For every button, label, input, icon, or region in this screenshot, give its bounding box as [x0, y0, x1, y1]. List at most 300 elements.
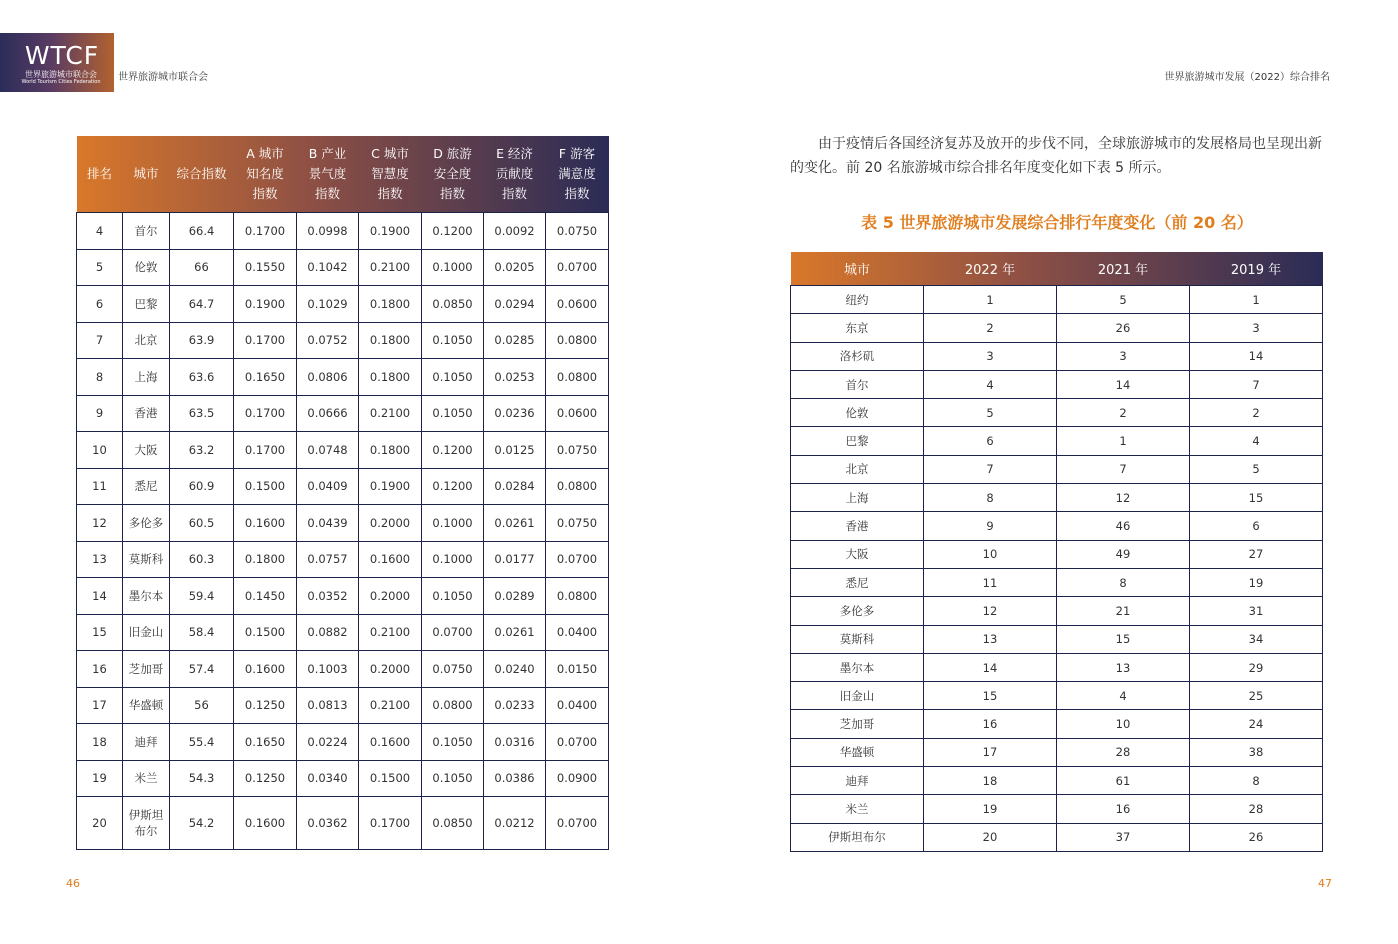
table-cell: 9: [77, 395, 123, 432]
table-cell: 0.0284: [484, 468, 546, 505]
table-cell: 8: [924, 484, 1057, 512]
table-cell: 首尔: [123, 213, 170, 250]
table-cell: 0.2000: [359, 578, 422, 615]
table-cell: 0.0212: [484, 797, 546, 850]
table-row: [791, 484, 1323, 512]
table-cell: 1: [1057, 427, 1190, 455]
table-cell: 0.1600: [359, 541, 422, 578]
table-row: [77, 286, 609, 323]
table-cell: 63.5: [170, 395, 234, 432]
table-row: [77, 322, 609, 359]
table-cell: 14: [1190, 342, 1323, 370]
logo-chinese-name: 世界旅游城市联合会: [25, 70, 97, 79]
table-row: [77, 578, 609, 615]
table-row: [77, 505, 609, 542]
table-cell: 0.1250: [234, 687, 297, 724]
table-cell: 0.0900: [546, 760, 609, 797]
table-row: [77, 724, 609, 761]
table-cell: 3: [924, 342, 1057, 370]
table-cell: 34: [1190, 625, 1323, 653]
running-header-right: 世界旅游城市发展（2022）综合排名: [1164, 72, 1330, 83]
table-cell: 5: [1057, 286, 1190, 314]
table-cell: 0.0386: [484, 760, 546, 797]
table-cell: 13: [924, 625, 1057, 653]
table-caption: 表 5 世界旅游城市发展综合排行年度变化（前 20 名）: [861, 213, 1253, 232]
table-cell: 0.0253: [484, 359, 546, 396]
table-cell: 0.0757: [297, 541, 359, 578]
table-cell: 11: [924, 568, 1057, 596]
table-row: [791, 653, 1323, 681]
table-row: [791, 286, 1323, 314]
table-cell: 巴黎: [123, 286, 170, 323]
table-cell: 0.0700: [546, 249, 609, 286]
table-cell: 0.0800: [546, 468, 609, 505]
table-cell: 0.0813: [297, 687, 359, 724]
table-row: [77, 614, 609, 651]
table-row: [791, 427, 1323, 455]
table-cell: 4: [1057, 682, 1190, 710]
table-cell: 华盛顿: [123, 687, 170, 724]
table-row: [791, 738, 1323, 766]
column-header: 2022 年: [964, 263, 1016, 278]
table-cell: 31: [1190, 597, 1323, 625]
table-cell: 0.0750: [422, 651, 484, 688]
table-cell: 0.2000: [359, 505, 422, 542]
table-cell: 0.2100: [359, 249, 422, 286]
table-cell: 0.0409: [297, 468, 359, 505]
column-header: [359, 136, 422, 213]
table-cell: 18: [77, 724, 123, 761]
table-row: [791, 795, 1323, 823]
table-row: [791, 767, 1323, 795]
header-line: C 城市: [371, 146, 409, 161]
table-row: [77, 651, 609, 688]
table-header-row: [77, 136, 609, 213]
header-line: 安全度: [433, 166, 472, 181]
header-line: 智慧度: [371, 166, 409, 181]
table-cell: 15: [77, 614, 123, 651]
table-cell: 0.0224: [297, 724, 359, 761]
table-cell: 4: [1190, 427, 1323, 455]
table-cell: 莫斯科: [791, 625, 924, 653]
table-cell: 悉尼: [791, 568, 924, 596]
table-cell: 15: [1057, 625, 1190, 653]
table-cell: 0.0340: [297, 760, 359, 797]
table-cell: 0.0233: [484, 687, 546, 724]
table-cell: 4: [77, 213, 123, 250]
table-cell: 0.0750: [546, 505, 609, 542]
table-row: [791, 568, 1323, 596]
table-cell: 60.5: [170, 505, 234, 542]
table-cell: 伦敦: [791, 399, 924, 427]
table-cell: 迪拜: [791, 767, 924, 795]
table-cell: 0.1600: [359, 724, 422, 761]
table-cell: 64.7: [170, 286, 234, 323]
table-cell: 0.1800: [359, 359, 422, 396]
table-cell: 0.0750: [546, 432, 609, 469]
table-cell: 21: [1057, 597, 1190, 625]
table-row: [77, 213, 609, 250]
table-cell: 0.0850: [422, 286, 484, 323]
table-row: [77, 760, 609, 797]
table-cell: 0.0700: [546, 724, 609, 761]
table-cell: 0.1000: [422, 249, 484, 286]
table-cell: 香港: [123, 395, 170, 432]
wtcf-logo: [0, 33, 114, 92]
table-cell: 63.6: [170, 359, 234, 396]
table-cell: 0.1042: [297, 249, 359, 286]
table-cell: 0.1550: [234, 249, 297, 286]
column-header: 城市: [843, 263, 870, 278]
column-header: [170, 136, 234, 213]
table-row: [791, 314, 1323, 342]
table-cell: 0.0236: [484, 395, 546, 432]
table-cell: 0.0439: [297, 505, 359, 542]
table-row: [791, 512, 1323, 540]
table-row: [77, 468, 609, 505]
table-cell: 米兰: [123, 760, 170, 797]
table-cell: 0.1700: [359, 797, 422, 850]
header-line: 指数: [501, 186, 527, 201]
table-cell: 20: [77, 797, 123, 850]
table-cell: 19: [77, 760, 123, 797]
table-cell: 北京: [123, 322, 170, 359]
table-cell: 0.0700: [422, 614, 484, 651]
table-cell: 14: [1057, 370, 1190, 398]
table-cell: 12: [1057, 484, 1190, 512]
table-cell: 0.1900: [359, 468, 422, 505]
table-cell: 东京: [791, 314, 924, 342]
table-cell: 1: [1190, 286, 1323, 314]
table-cell: 0.1003: [297, 651, 359, 688]
table-cell: 54.3: [170, 760, 234, 797]
header-line: 指数: [377, 186, 403, 201]
table-cell: 61: [1057, 767, 1190, 795]
table-cell: 0.1050: [422, 724, 484, 761]
table-cell: 16: [1057, 795, 1190, 823]
column-header: [546, 136, 609, 213]
table-cell: 46: [1057, 512, 1190, 540]
table-cell: 多伦多: [791, 597, 924, 625]
table-cell: 10: [924, 540, 1057, 568]
annual-ranking-change-table: [790, 252, 1323, 852]
table-cell: 大阪: [123, 432, 170, 469]
table-cell: 0.0882: [297, 614, 359, 651]
table-cell: 0.1500: [234, 614, 297, 651]
table-cell: 0.0261: [484, 614, 546, 651]
table-cell: 2: [1190, 399, 1323, 427]
table-cell: 0.1650: [234, 724, 297, 761]
header-line: 指数: [252, 186, 278, 201]
header-line: 指数: [314, 186, 340, 201]
table-cell: 0.1700: [234, 322, 297, 359]
table-cell: 0.0700: [546, 541, 609, 578]
table-cell: 0.0800: [546, 359, 609, 396]
intro-paragraph: 由于疫情后各国经济复苏及放开的步伐不同，全球旅游城市的发展格局也呈现出新的变化。前 20 名旅游城市综合排名年度变化如下表 5 所示。: [790, 136, 1322, 176]
table-cell: 0.0177: [484, 541, 546, 578]
table-cell: 0.0289: [484, 578, 546, 615]
table-cell: 0.1700: [234, 432, 297, 469]
table-cell: 0.1029: [297, 286, 359, 323]
table-cell: 27: [1190, 540, 1323, 568]
table-cell: 0.0752: [297, 322, 359, 359]
table-row: [77, 359, 609, 396]
table-cell: 0.1650: [234, 359, 297, 396]
table-cell: 伊斯坦布尔: [791, 823, 924, 851]
table-cell: 0.2000: [359, 651, 422, 688]
header-line: 综合指数: [176, 166, 227, 181]
table-cell: 57.4: [170, 651, 234, 688]
table-cell: 洛杉矶: [791, 342, 924, 370]
table-cell: 2: [924, 314, 1057, 342]
table-cell: 0.0748: [297, 432, 359, 469]
column-header: 2019 年: [1230, 263, 1282, 278]
table-cell: 墨尔本: [123, 578, 170, 615]
table-cell: 58.4: [170, 614, 234, 651]
table-cell: 墨尔本: [791, 653, 924, 681]
table-cell: 0.0700: [546, 797, 609, 850]
table-cell: 0.1050: [422, 395, 484, 432]
table-cell: 伊斯坦布尔: [123, 797, 170, 850]
table-cell: 7: [77, 322, 123, 359]
table-cell: 60.3: [170, 541, 234, 578]
table-cell: 多伦多: [123, 505, 170, 542]
page-number-left: 46: [66, 877, 80, 890]
table-row: [791, 625, 1323, 653]
table-cell: 香港: [791, 512, 924, 540]
table-cell: 0.0240: [484, 651, 546, 688]
table-cell: 芝加哥: [123, 651, 170, 688]
table-cell: 旧金山: [791, 682, 924, 710]
header-line: 知名度: [246, 166, 284, 181]
table-cell: 37: [1057, 823, 1190, 851]
table-cell: 12: [924, 597, 1057, 625]
table-cell: 66.4: [170, 213, 234, 250]
table-cell: 13: [77, 541, 123, 578]
table-cell: 54.2: [170, 797, 234, 850]
table-cell: 15: [1190, 484, 1323, 512]
table-cell: 莫斯科: [123, 541, 170, 578]
column-header: 2021 年: [1097, 263, 1149, 278]
table-cell: 6: [924, 427, 1057, 455]
table-cell: 纽约: [791, 286, 924, 314]
table-cell: 0.1050: [422, 359, 484, 396]
table-row: [791, 710, 1323, 738]
header-line: 指数: [564, 186, 590, 201]
table-cell: 0.1500: [234, 468, 297, 505]
table-cell: 0.0666: [297, 395, 359, 432]
table-cell: 0.0600: [546, 395, 609, 432]
header-line: D 旅游: [433, 146, 472, 161]
table-cell: 0.1800: [359, 432, 422, 469]
table-cell: 0.1700: [234, 213, 297, 250]
table-cell: 旧金山: [123, 614, 170, 651]
table-row: [77, 541, 609, 578]
table-cell: 20: [924, 823, 1057, 851]
table-cell: 16: [77, 651, 123, 688]
ranking-index-table: [76, 136, 609, 850]
table-cell: 4: [924, 370, 1057, 398]
table-cell: 0.0205: [484, 249, 546, 286]
table-cell: 3: [1190, 314, 1323, 342]
header-line: 指数: [439, 186, 465, 201]
table-cell: 13: [1057, 653, 1190, 681]
table-cell: 60.9: [170, 468, 234, 505]
column-header: [297, 136, 359, 213]
table-cell: 0.0125: [484, 432, 546, 469]
table-cell: 9: [924, 512, 1057, 540]
table-cell: 0.0316: [484, 724, 546, 761]
running-header-left: 世界旅游城市联合会: [118, 72, 208, 83]
table-cell: 0.1250: [234, 760, 297, 797]
table-cell: 10: [1057, 710, 1190, 738]
table-cell: 0.0800: [546, 322, 609, 359]
table-cell: 0.0400: [546, 614, 609, 651]
table-cell: 24: [1190, 710, 1323, 738]
table-cell: 26: [1190, 823, 1323, 851]
table-row: [791, 682, 1323, 710]
table-cell: 6: [1190, 512, 1323, 540]
table-cell: 上海: [123, 359, 170, 396]
table-row: [791, 597, 1323, 625]
table-cell: 28: [1190, 795, 1323, 823]
table-cell: 0.1200: [422, 432, 484, 469]
table-cell: 3: [1057, 342, 1190, 370]
table-cell: 17: [77, 687, 123, 724]
column-header: [422, 136, 484, 213]
table-cell: 0.0362: [297, 797, 359, 850]
table-cell: 0.0092: [484, 213, 546, 250]
table-cell: 芝加哥: [791, 710, 924, 738]
header-line: 贡献度: [495, 166, 534, 181]
table-cell: 0.0294: [484, 286, 546, 323]
table-cell: 8: [77, 359, 123, 396]
table-cell: 0.1600: [234, 505, 297, 542]
table-cell: 63.9: [170, 322, 234, 359]
table-cell: 7: [1190, 370, 1323, 398]
table-cell: 5: [924, 399, 1057, 427]
table-cell: 0.1800: [359, 322, 422, 359]
table-cell: 2: [1057, 399, 1190, 427]
table-cell: 巴黎: [791, 427, 924, 455]
table-cell: 10: [77, 432, 123, 469]
table-cell: 0.1200: [422, 213, 484, 250]
table-cell: 14: [77, 578, 123, 615]
header-line: E 经济: [496, 146, 533, 161]
table-cell: 66: [170, 249, 234, 286]
table-cell: 26: [1057, 314, 1190, 342]
table-cell: 38: [1190, 738, 1323, 766]
header-line: 景气度: [308, 166, 347, 181]
table-cell: 8: [1057, 568, 1190, 596]
table-cell: 0.1050: [422, 322, 484, 359]
table-cell: 28: [1057, 738, 1190, 766]
table-cell: 0.0800: [546, 578, 609, 615]
table-header-row: [791, 252, 1323, 286]
column-header: [484, 136, 546, 213]
table-row: [791, 823, 1323, 851]
logo-wordmark: WTCF: [24, 41, 100, 70]
logo-english-name: World Tourism Cities Federation: [21, 79, 101, 85]
table-cell: 7: [924, 455, 1057, 483]
header-line: 城市: [133, 166, 159, 181]
table-cell: 0.0600: [546, 286, 609, 323]
table-row: [791, 540, 1323, 568]
table-cell: 米兰: [791, 795, 924, 823]
table-cell: 17: [924, 738, 1057, 766]
column-header: [234, 136, 297, 213]
table-cell: 16: [924, 710, 1057, 738]
table-cell: 0.1600: [234, 651, 297, 688]
table-cell: 0.0800: [422, 687, 484, 724]
table-cell: 华盛顿: [791, 738, 924, 766]
table-cell: 0.1900: [359, 213, 422, 250]
table-row: [77, 687, 609, 724]
table-row: [77, 797, 609, 850]
table-cell: 0.2100: [359, 687, 422, 724]
table-cell: 18: [924, 767, 1057, 795]
table-cell: 56: [170, 687, 234, 724]
table-cell: 15: [924, 682, 1057, 710]
table-cell: 0.1900: [234, 286, 297, 323]
table-cell: 0.0285: [484, 322, 546, 359]
table-cell: 55.4: [170, 724, 234, 761]
table-cell: 63.2: [170, 432, 234, 469]
header-line: A 城市: [246, 146, 284, 161]
table-cell: 0.1450: [234, 578, 297, 615]
page-number-right: 47: [1318, 877, 1332, 890]
table-cell: 0.0400: [546, 687, 609, 724]
table-cell: 12: [77, 505, 123, 542]
table-cell: 北京: [791, 455, 924, 483]
table-cell: 19: [1190, 568, 1323, 596]
table-cell: 0.2100: [359, 395, 422, 432]
table-cell: 11: [77, 468, 123, 505]
header-line: 满意度: [558, 166, 596, 181]
table-row: [791, 342, 1323, 370]
table-cell: 0.0850: [422, 797, 484, 850]
table-cell: 14: [924, 653, 1057, 681]
table-cell: 19: [924, 795, 1057, 823]
table-cell: 0.0750: [546, 213, 609, 250]
table-row: [791, 455, 1323, 483]
table-cell: 0.1200: [422, 468, 484, 505]
table-cell: 59.4: [170, 578, 234, 615]
table-cell: 7: [1057, 455, 1190, 483]
table-cell: 29: [1190, 653, 1323, 681]
table-cell: 0.1500: [359, 760, 422, 797]
table-cell: 0.2100: [359, 614, 422, 651]
table-row: [77, 395, 609, 432]
table-cell: 伦敦: [123, 249, 170, 286]
table-row: [791, 370, 1323, 398]
table-cell: 0.1000: [422, 541, 484, 578]
table-cell: 悉尼: [123, 468, 170, 505]
table-row: [77, 432, 609, 469]
table-cell: 0.1000: [422, 505, 484, 542]
table-cell: 大阪: [791, 540, 924, 568]
column-header: [77, 136, 123, 213]
table-cell: 上海: [791, 484, 924, 512]
table-cell: 0.0998: [297, 213, 359, 250]
table-cell: 0.0352: [297, 578, 359, 615]
table-cell: 0.1700: [234, 395, 297, 432]
table-cell: 5: [1190, 455, 1323, 483]
header-line: 排名: [86, 166, 112, 181]
table-cell: 迪拜: [123, 724, 170, 761]
table-cell: 0.1800: [234, 541, 297, 578]
table-cell: 0.1600: [234, 797, 297, 850]
